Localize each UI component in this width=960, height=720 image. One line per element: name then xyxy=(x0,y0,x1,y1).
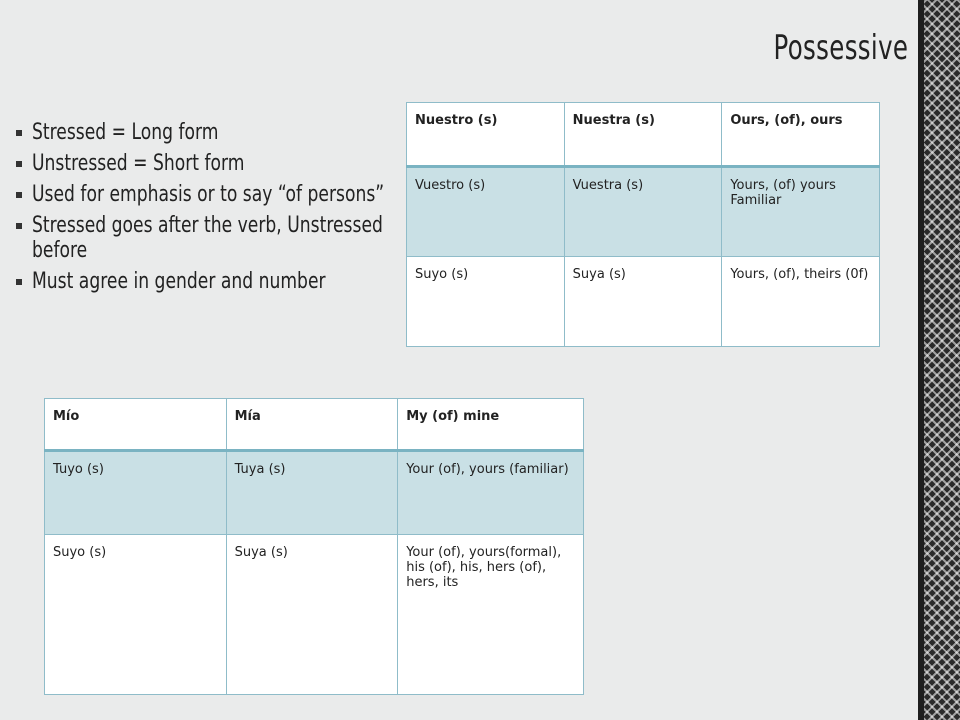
bullet-item: Must agree in gender and number xyxy=(12,269,432,294)
table-cell: Suya (s) xyxy=(564,257,722,347)
table-cell: Vuestra (s) xyxy=(564,167,722,257)
bullet-square-icon xyxy=(16,130,22,136)
table-cell: Mía xyxy=(226,399,398,451)
table-cell: Vuestro (s) xyxy=(407,167,565,257)
table-cell: Suya (s) xyxy=(226,535,398,695)
table-cell: Tuyo (s) xyxy=(45,451,227,535)
table-row xyxy=(45,535,584,695)
table-cell: Suyo (s) xyxy=(45,535,227,695)
bullet-item: Stressed goes after the verb, Unstressed before xyxy=(12,213,432,263)
bullet-square-icon xyxy=(16,161,22,167)
table-cell: Your (of), yours(formal), his (of), his, hers (of), hers, its xyxy=(398,535,584,695)
table-row xyxy=(407,103,880,167)
table-cell: Yours, (of) yours Familiar xyxy=(722,167,880,257)
bullet-item: Stressed = Long form xyxy=(12,120,432,145)
table-cell: Tuya (s) xyxy=(226,451,398,535)
table-row xyxy=(407,167,880,257)
singular-possessive-table xyxy=(44,398,584,695)
table-row xyxy=(45,451,584,535)
bullet-list xyxy=(12,120,432,300)
bullet-square-icon xyxy=(16,279,22,285)
table-cell: My (of) mine xyxy=(398,399,584,451)
decorative-pattern-strip xyxy=(924,0,960,720)
table-cell: Nuestra (s) xyxy=(564,103,722,167)
table-cell: Your (of), yours (familiar) xyxy=(398,451,584,535)
slide-title: Possessive xyxy=(773,28,908,68)
table-row xyxy=(407,257,880,347)
table-cell: Yours, (of), theirs (0f) xyxy=(722,257,880,347)
table-cell: Suyo (s) xyxy=(407,257,565,347)
bullet-square-icon xyxy=(16,223,22,229)
table-cell: Ours, (of), ours xyxy=(722,103,880,167)
bullet-item: Unstressed = Short form xyxy=(12,151,432,176)
table-cell: Nuestro (s) xyxy=(407,103,565,167)
bullet-square-icon xyxy=(16,192,22,198)
table-cell: Mío xyxy=(45,399,227,451)
bullet-item: Used for emphasis or to say “of persons” xyxy=(12,182,432,207)
plural-possessive-table xyxy=(406,102,880,347)
table-row xyxy=(45,399,584,451)
